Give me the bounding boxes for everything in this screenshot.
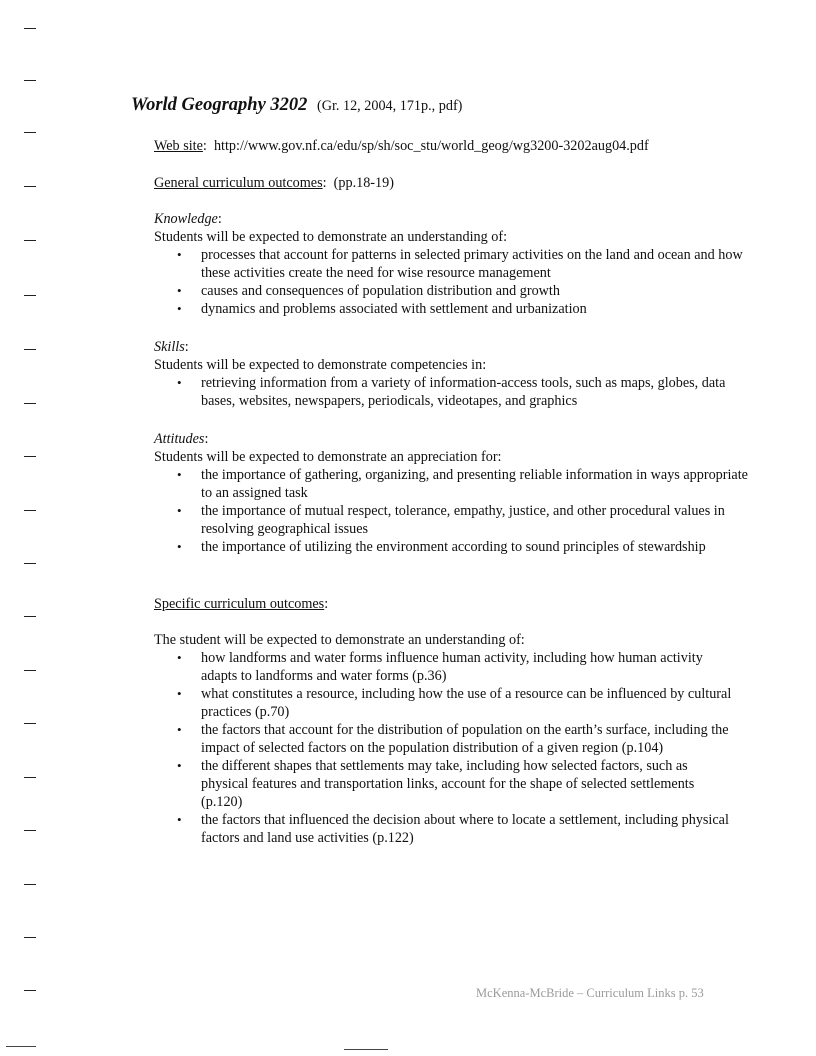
website-url[interactable]: http://www.gov.nf.ca/edu/sp/sh/soc_stu/world_geog/wg3200-3202aug04.pdf: [213, 138, 649, 154]
list-item: • the importance of utilizing the environment according to sound principles of stewardship: [154, 538, 754, 556]
list-item: • retrieving information from a variety of information-access tools, such as maps, globes, data bases, websites, newspapers, periodicals, videotapes, and graphics: [154, 374, 754, 410]
list-item: • dynamics and problems associated with settlement and urbanization: [154, 300, 754, 318]
website-line: Web site: http://www.gov.nf.ca/edu/sp/sh/soc_stu/world_geog/wg3200-3202aug04.pdf: [154, 138, 649, 154]
binding-mark: [24, 456, 36, 457]
list-item: • the factors that influenced the decision about where to locate a settlement, including physical factors and land use activities (p.122): [154, 811, 734, 847]
binding-mark: [24, 510, 36, 511]
website-label: Web site: [154, 138, 203, 154]
skills-section: Skills: Students will be expected to demonstrate competencies in: • retrieving information from a variety of information-access tools, such as maps, globes, data bases, websites, newspapers, periodicals, videotapes, and graphics: [154, 338, 754, 410]
binding-mark: [24, 563, 36, 564]
page-footer: McKenna-McBride – Curriculum Links p. 53: [476, 986, 704, 1000]
binding-mark: [24, 349, 36, 350]
list-item: • the different shapes that settlements may take, including how selected factors, such as physical features and transportation links, account for the shape of selected settlements (p.120): [154, 757, 734, 811]
attitudes-list: [154, 466, 754, 556]
binding-mark: [24, 990, 36, 991]
skills-heading: Skills: [154, 339, 185, 355]
list-item: • the factors that account for the distribution of population on the earth’s surface, including the impact of selected factors on the population distribution of a given region (p.104): [154, 721, 734, 757]
knowledge-intro: Students will be expected to demonstrate an understanding of:: [154, 229, 508, 245]
attitudes-heading: Attitudes: [154, 431, 205, 447]
general-outcomes-pages: (pp.18-19): [333, 175, 394, 191]
binding-mark: [24, 723, 36, 724]
document-title-row: [131, 96, 462, 115]
list-item: • causes and consequences of population distribution and growth: [154, 282, 754, 300]
general-outcomes-heading: General curriculum outcomes: (pp.18-19): [154, 175, 394, 191]
binding-mark: [24, 80, 36, 81]
skills-list: [154, 374, 754, 410]
knowledge-section: Knowledge: Students will be expected to demonstrate an understanding of: • processes that account for patterns in selected primary activities on the land and ocean and how these activities create the need for wise resource management • causes and consequences of population distribution and growth • dynamics and problems associated with settlement and urbanization: [154, 210, 754, 318]
binding-mark: [24, 937, 36, 938]
binding-mark: [24, 884, 36, 885]
list-item: • what constitutes a resource, including how the use of a resource can be influenced by cultural practices (p.70): [154, 685, 734, 721]
specific-outcomes-section: [154, 631, 734, 847]
specific-outcomes-label: Specific curriculum outcomes: [154, 596, 325, 612]
general-outcomes-label: General curriculum outcomes: [154, 175, 323, 191]
scan-edge-line: [6, 1046, 36, 1047]
binding-mark: [24, 240, 36, 241]
binding-mark: [24, 403, 36, 404]
attitudes-intro: Students will be expected to demonstrate an appreciation for:: [154, 449, 502, 465]
binding-mark: [24, 186, 36, 187]
document-meta: (Gr. 12, 2004, 171p., pdf): [316, 98, 463, 114]
attitudes-section: Attitudes: Students will be expected to demonstrate an appreciation for: • the importance of gathering, organizing, and presenting reliable information in ways appropriate to an assigned task • the importance of mutual respect, tolerance, empathy, justice, and other procedural values in resolving geographical issues • the importance of utilizing the environment according to sound principles of stewardship: [154, 430, 754, 556]
list-item: • the importance of mutual respect, tolerance, empathy, justice, and other procedural values in resolving geographical issues: [154, 502, 754, 538]
skills-intro: Students will be expected to demonstrate competencies in:: [154, 357, 487, 373]
binding-mark: [24, 830, 36, 831]
specific-outcomes-heading: Specific curriculum outcomes:: [154, 596, 329, 612]
specific-intro: The student will be expected to demonstrate an understanding of:: [154, 632, 525, 648]
list-item: • the importance of gathering, organizing, and presenting reliable information in ways appropriate to an assigned task: [154, 466, 754, 502]
specific-list: [154, 649, 734, 847]
binding-mark: [24, 777, 36, 778]
knowledge-list: [154, 246, 754, 318]
scan-edge-line: [344, 1049, 388, 1050]
list-item: • how landforms and water forms influence human activity, including how human activity adapts to landforms and water forms (p.36): [154, 649, 734, 685]
list-item: • processes that account for patterns in selected primary activities on the land and ocean and how these activities create the need for wise resource management: [154, 246, 754, 282]
binding-mark: [24, 670, 36, 671]
binding-mark: [24, 132, 36, 133]
knowledge-heading: Knowledge: [154, 211, 218, 227]
document-title: World Geography 3202: [131, 95, 308, 115]
binding-mark: [24, 295, 36, 296]
binding-mark: [24, 616, 36, 617]
binding-mark: [24, 28, 36, 29]
